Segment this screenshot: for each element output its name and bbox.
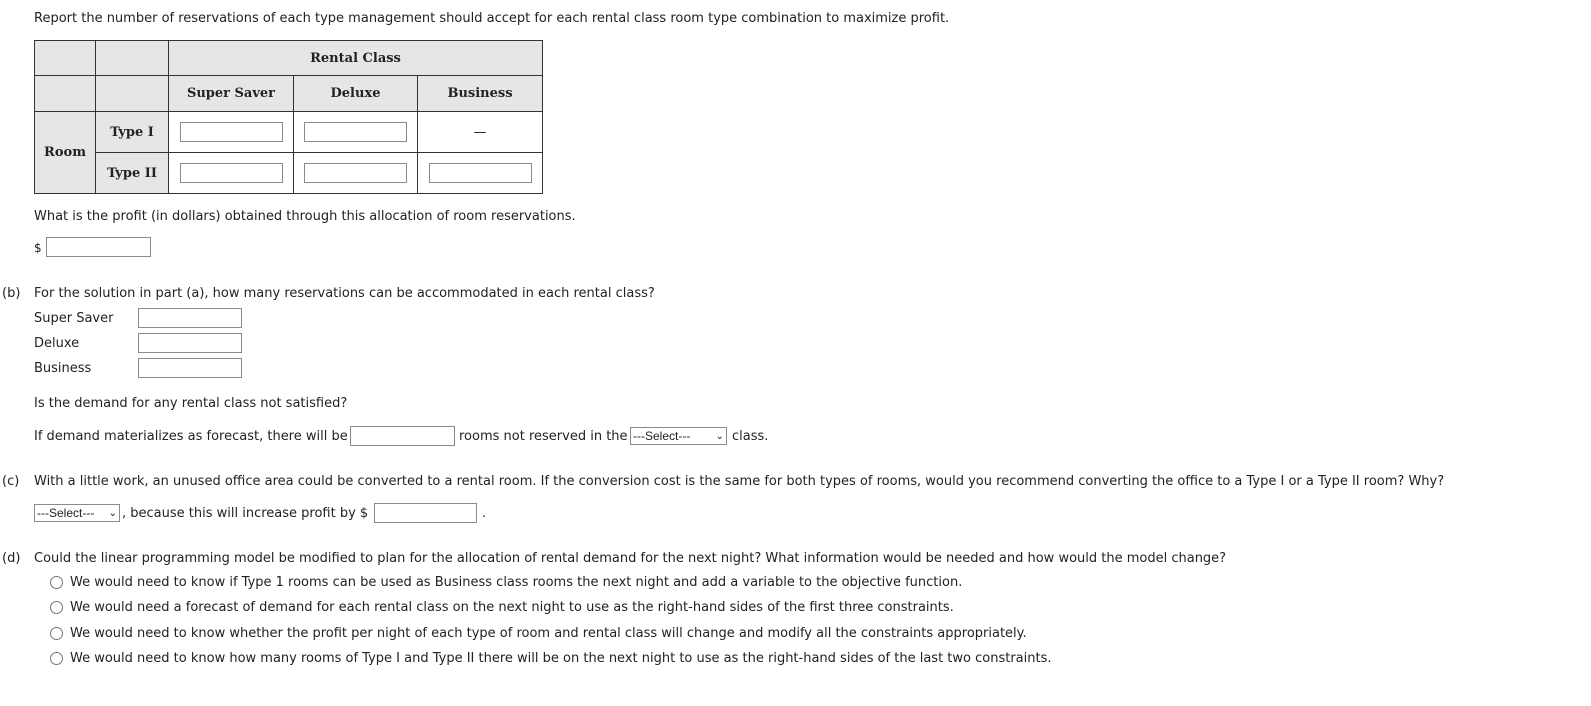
because-text: , because this will increase profit by $ bbox=[122, 506, 369, 521]
option-text: We would need to know if Type 1 rooms can be used as Business class rooms the next night and add a variable to the objective function. bbox=[70, 575, 963, 590]
option-text: We would need to know whether the profit per night of each type of room and rental class will change and modify all the constraints appropriately. bbox=[70, 626, 1027, 641]
row-header: Type I bbox=[96, 112, 169, 153]
typei-deluxe-input[interactable] bbox=[304, 122, 407, 142]
business-label: Business bbox=[34, 361, 92, 376]
dollar-sign: $ bbox=[34, 241, 42, 255]
table-cell bbox=[169, 112, 294, 153]
room-type-select[interactable] bbox=[34, 504, 120, 522]
part-b-label: (b) bbox=[2, 286, 21, 301]
option-text: We would need to know how many rooms of Type I and Type II there will be on the next night to use as the right-hand sides of the last two constraints. bbox=[70, 651, 1052, 666]
corner-cell bbox=[35, 41, 96, 76]
option-row[interactable] bbox=[50, 651, 1052, 666]
part-c-question: With a little work, an unused office area could be converted to a rental room. If the conversion cost is the same for both types of rooms, would you recommend converting the office to a Type I or a Type II room? Why? bbox=[34, 474, 1445, 489]
corner-cell bbox=[96, 41, 169, 76]
column-header: Business bbox=[418, 76, 543, 112]
super-saver-label: Super Saver bbox=[34, 311, 114, 326]
part-c-label: (c) bbox=[2, 474, 20, 489]
period: . bbox=[482, 506, 487, 521]
chevron-down-icon: ⌄ bbox=[108, 507, 117, 519]
unreserved-rooms-input[interactable] bbox=[350, 426, 455, 446]
rental-class-select-value: ---Select--- bbox=[633, 429, 691, 443]
radio-button[interactable] bbox=[50, 627, 63, 640]
profit-question: What is the profit (in dollars) obtained through this allocation of room reservations. bbox=[34, 209, 576, 224]
typei-supersaver-input[interactable] bbox=[180, 122, 283, 142]
forecast-suffix: class. bbox=[732, 429, 769, 444]
table-cell bbox=[418, 112, 543, 153]
forecast-prefix: If demand materializes as forecast, there will be bbox=[34, 429, 348, 444]
radio-button[interactable] bbox=[50, 601, 63, 614]
corner-cell bbox=[35, 76, 96, 112]
part-d-label: (d) bbox=[2, 551, 21, 566]
deluxe-label: Deluxe bbox=[34, 336, 80, 351]
row-header: Type II bbox=[96, 153, 169, 194]
dash-placeholder: — bbox=[473, 124, 487, 140]
corner-cell bbox=[96, 76, 169, 112]
rental-table bbox=[34, 40, 543, 194]
column-header: Super Saver bbox=[169, 76, 294, 112]
table-cell bbox=[294, 153, 418, 194]
table-cell bbox=[418, 153, 543, 194]
option-row[interactable] bbox=[50, 575, 962, 590]
column-header: Deluxe bbox=[294, 76, 418, 112]
demand-question: Is the demand for any rental class not satisfied? bbox=[34, 396, 348, 411]
part-b-question: For the solution in part (a), how many reservations can be accommodated in each rental class? bbox=[34, 286, 655, 301]
deluxe-input[interactable] bbox=[138, 333, 242, 353]
intro-text: Report the number of reservations of each type management should accept for each rental class room type combination to maximize profit. bbox=[34, 11, 950, 26]
option-text: We would need a forecast of demand for each rental class on the next night to use as the right-hand sides of the first three constraints. bbox=[70, 600, 954, 615]
radio-button[interactable] bbox=[50, 576, 63, 589]
chevron-down-icon: ⌄ bbox=[715, 430, 724, 442]
row-group-header: Room bbox=[35, 112, 96, 194]
forecast-middle: rooms not reserved in the bbox=[459, 429, 628, 444]
rental-class-select[interactable] bbox=[630, 427, 727, 445]
typeii-supersaver-input[interactable] bbox=[180, 163, 283, 183]
super-saver-input[interactable] bbox=[138, 308, 242, 328]
option-row[interactable] bbox=[50, 600, 954, 615]
option-row[interactable] bbox=[50, 626, 1027, 641]
table-cell bbox=[169, 153, 294, 194]
typeii-business-input[interactable] bbox=[429, 163, 532, 183]
profit-input[interactable] bbox=[46, 237, 151, 257]
business-input[interactable] bbox=[138, 358, 242, 378]
room-type-select-value: ---Select--- bbox=[37, 506, 95, 520]
table-cell bbox=[294, 112, 418, 153]
rental-class-header: Rental Class bbox=[169, 41, 543, 76]
part-d-question: Could the linear programming model be modified to plan for the allocation of rental demand for the next night? What information would be needed and how would the model change? bbox=[34, 551, 1227, 566]
typeii-deluxe-input[interactable] bbox=[304, 163, 407, 183]
radio-button[interactable] bbox=[50, 652, 63, 665]
profit-increase-input[interactable] bbox=[374, 503, 477, 523]
